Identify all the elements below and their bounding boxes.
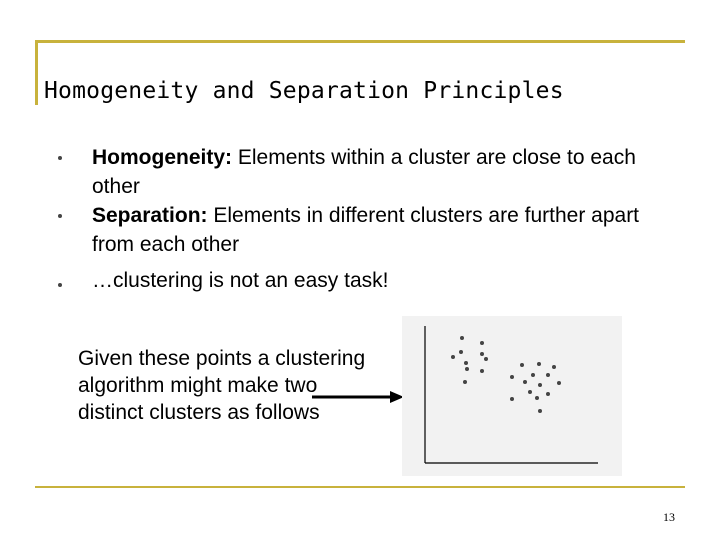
point (463, 380, 467, 384)
bullet-dot-icon (58, 214, 62, 218)
caption-text: Given these points a clustering algorithm might make two distinct clusters as follows (78, 347, 366, 424)
bullet-dot-icon (58, 156, 62, 160)
point (520, 363, 524, 367)
point (484, 357, 488, 361)
page-number: 13 (663, 510, 675, 524)
point (480, 369, 484, 373)
point (528, 390, 532, 394)
point (552, 365, 556, 369)
point (465, 367, 469, 371)
bullet-text: Elements within a cluster are close to each other (92, 146, 636, 198)
frame-left-rule (35, 40, 38, 105)
bullet-dot-icon (58, 283, 62, 287)
point (451, 355, 455, 359)
bullet-homogeneity (92, 143, 682, 201)
point (510, 397, 514, 401)
point (557, 381, 561, 385)
point (459, 350, 463, 354)
point (535, 396, 539, 400)
point (537, 362, 541, 366)
bullet-not-easy (92, 266, 692, 295)
point (480, 352, 484, 356)
bullet-separation (92, 201, 652, 259)
frame-top-rule (35, 40, 685, 43)
slide-title: Homogeneity and Separation Principles (44, 78, 564, 104)
point (531, 373, 535, 377)
right-arrow-icon (310, 387, 405, 407)
scatter-plot-drawing (402, 316, 622, 476)
bullet-term: Homogeneity: (92, 146, 233, 169)
point (480, 341, 484, 345)
point (546, 392, 550, 396)
bottom-rule (35, 486, 685, 488)
point (510, 375, 514, 379)
cluster-right (510, 362, 561, 413)
cluster-left (451, 336, 488, 384)
point (523, 380, 527, 384)
point (460, 336, 464, 340)
point (464, 361, 468, 365)
bullet-term: Separation: (92, 204, 208, 227)
bullet-text: Elements in different clusters are further apart from each other (92, 204, 640, 256)
scatter-plot-image (402, 316, 622, 476)
point (538, 383, 542, 387)
bullet-text: …clustering is not an easy task! (92, 269, 389, 292)
point (538, 409, 542, 413)
point (546, 373, 550, 377)
